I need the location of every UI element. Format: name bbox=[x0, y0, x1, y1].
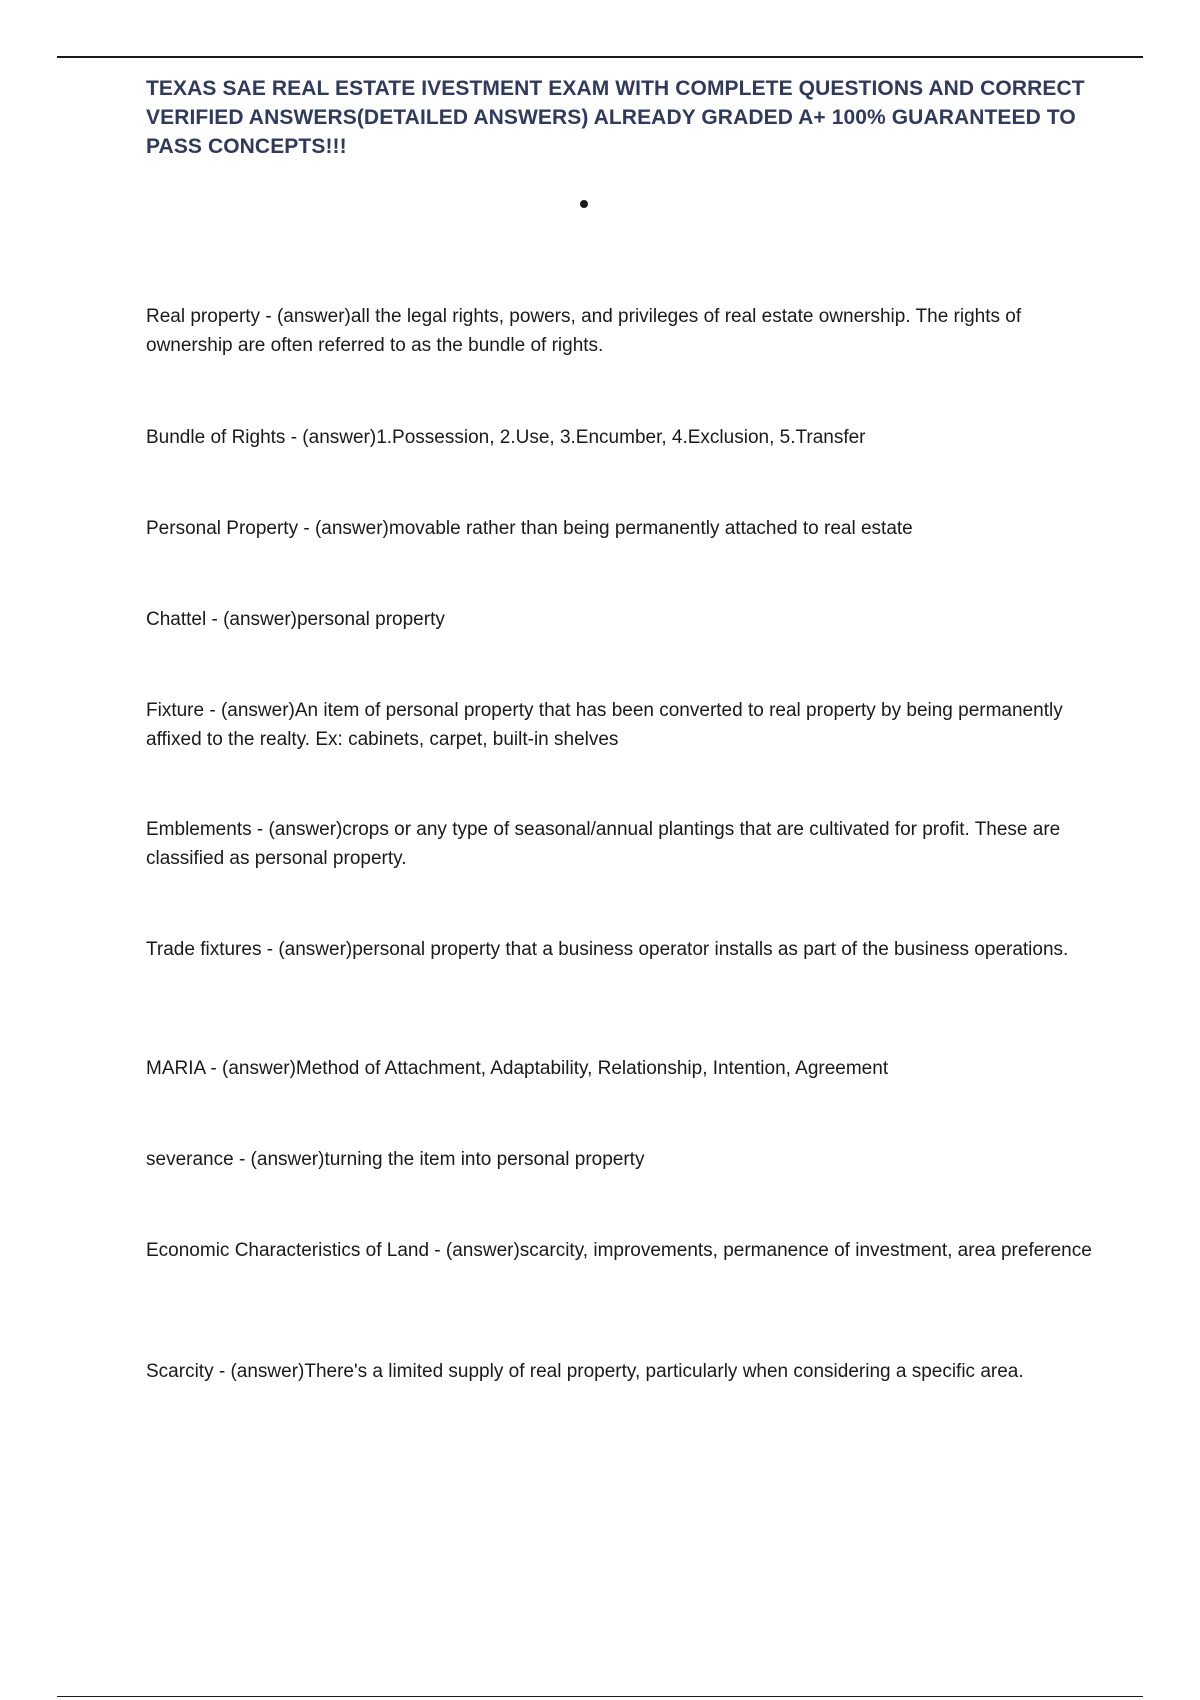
entry-real-property: Real property - (answer)all the legal rights, powers, and privileges of real estate ownership. The rights of ownership are often referred to as the bundle of rights. bbox=[146, 306, 1022, 356]
entry-bundle-of-rights: Bundle of Rights - (answer)1.Possession, 2.Use, 3.Encumber, 4.Exclusion, 5.Transfer bbox=[146, 427, 866, 448]
entry-scarcity: Scarcity - (answer)There's a limited supply of real property, particularly when considering a specific area. bbox=[146, 1361, 1024, 1382]
entry-chattel: Chattel - (answer)personal property bbox=[146, 609, 445, 630]
entry-trade-fixtures: Trade fixtures - (answer)personal property that a business operator installs as part of the business operations. bbox=[146, 939, 1069, 960]
footer-rule bbox=[57, 1696, 1143, 1697]
document-title: TEXAS SAE REAL ESTATE IVESTMENT EXAM WITH COMPLETE QUESTIONS AND CORRECT VERIFIED ANSWERS(DETAILED ANSWERS) ALREADY GRADED A+ 100% GUARANTEED TO PASS CONCEPTS!!! bbox=[146, 77, 1085, 158]
entry-personal-property: Personal Property - (answer)movable rather than being permanently attached to real estate bbox=[146, 518, 913, 539]
entry-severance: severance - (answer)turning the item into personal property bbox=[146, 1149, 645, 1170]
bullet-point bbox=[580, 200, 588, 208]
entry-maria: MARIA - (answer)Method of Attachment, Adaptability, Relationship, Intention, Agreement bbox=[146, 1058, 889, 1079]
header-rule bbox=[57, 56, 1143, 58]
entry-economic-characteristics: Economic Characteristics of Land - (answer)scarcity, improvements, permanence of investment, area preference bbox=[146, 1240, 1092, 1261]
entry-emblements: Emblements - (answer)crops or any type of seasonal/annual plantings that are cultivated for profit. These are classified as personal property. bbox=[146, 819, 1061, 869]
entry-fixture: Fixture - (answer)An item of personal property that has been converted to real property by being permanently affixed to the realty. Ex: cabinets, carpet, built-in shelves bbox=[146, 700, 1063, 750]
